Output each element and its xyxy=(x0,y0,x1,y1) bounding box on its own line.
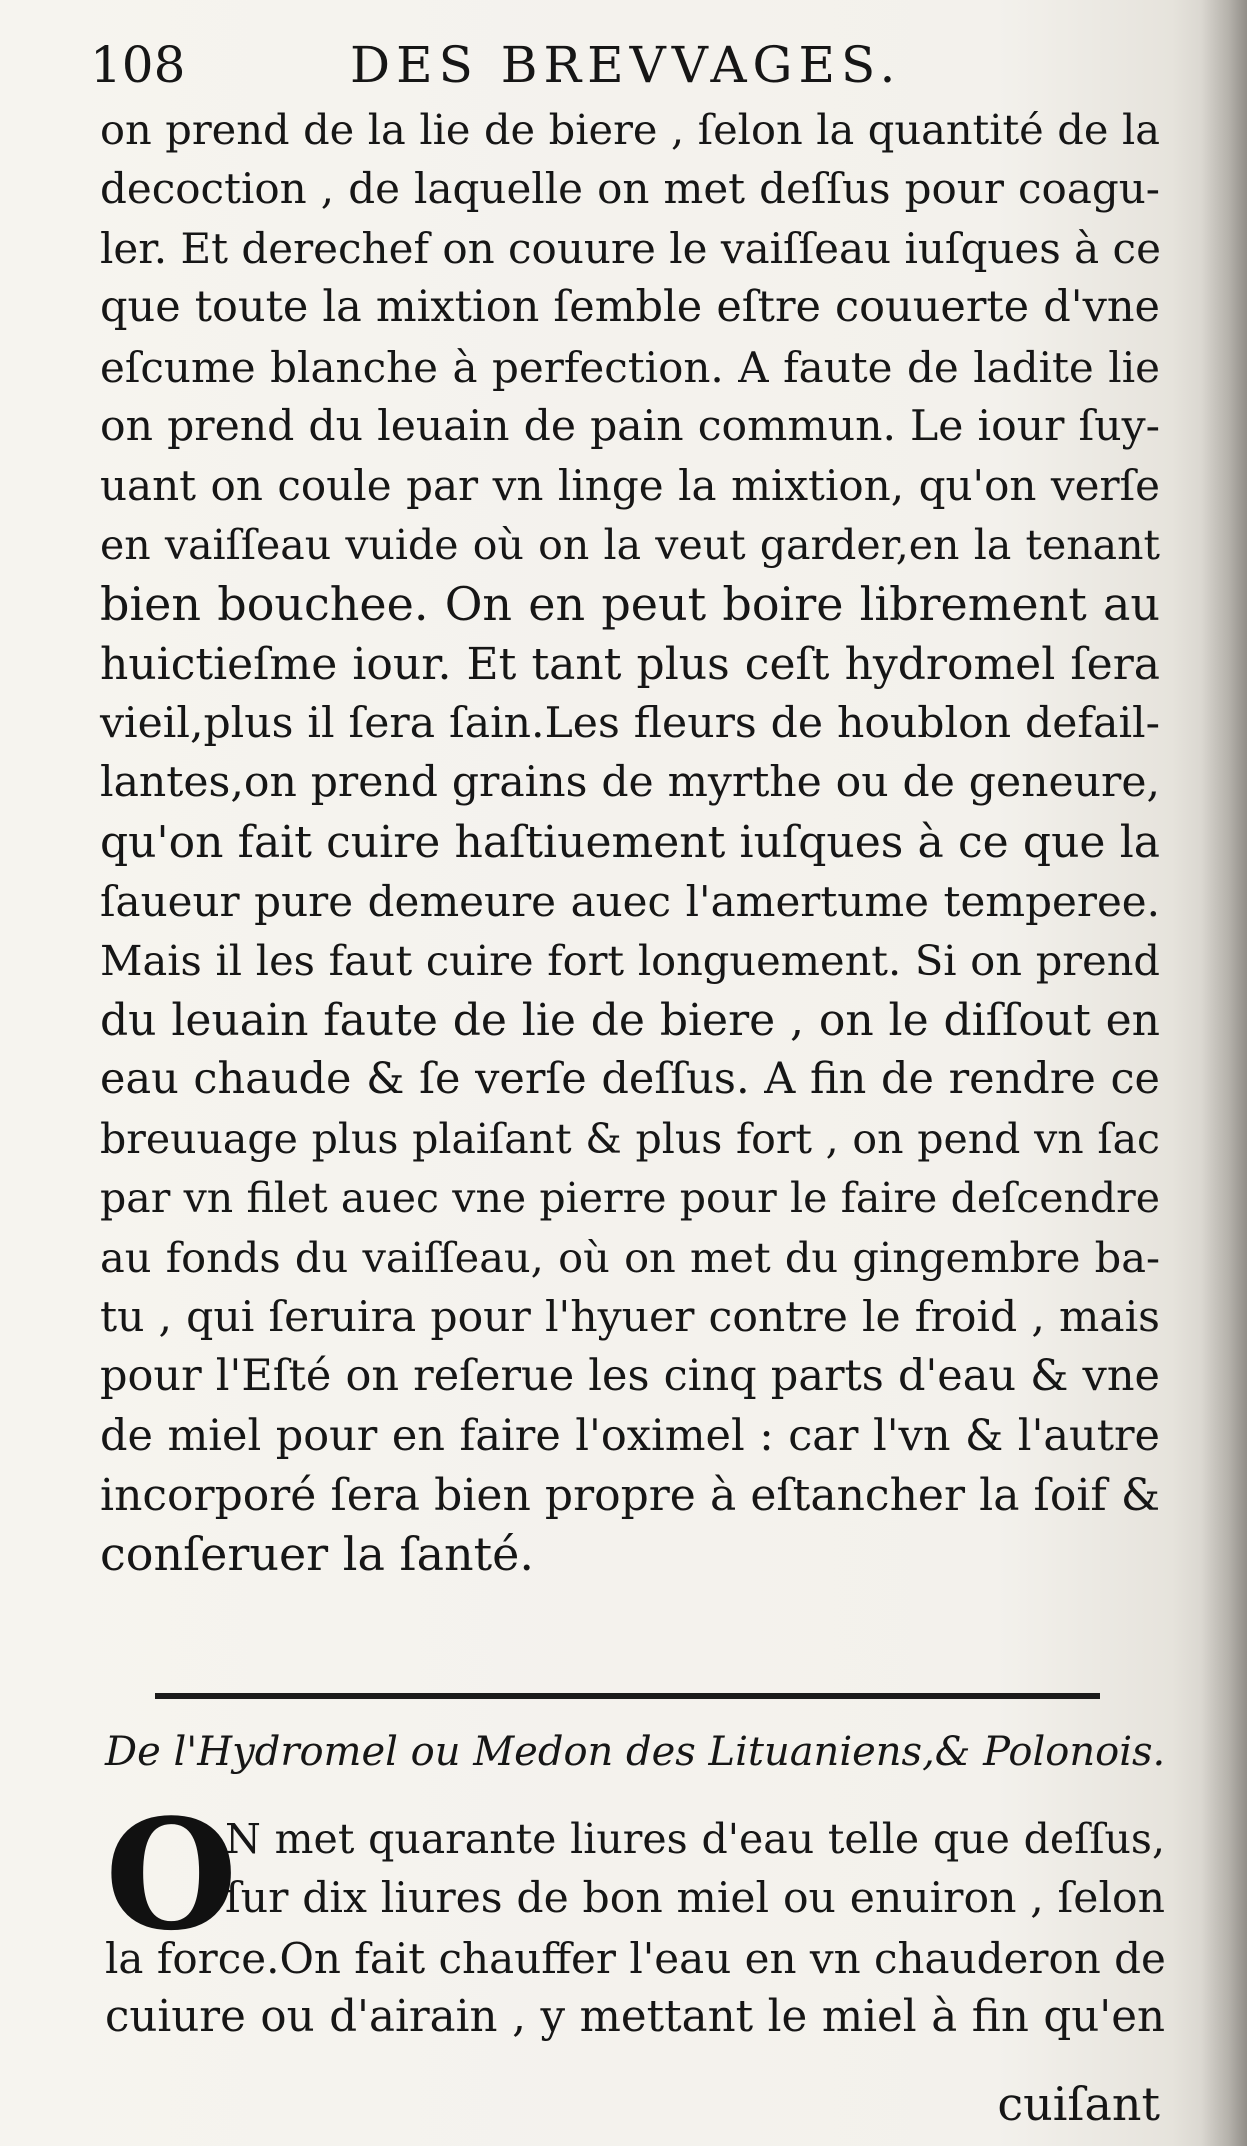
text-line: Mais il les faut cuire fort longuement. Si on prend xyxy=(100,936,1160,986)
text-line: ſur dix liures de bon miel ou enuiron , ſelon xyxy=(225,1874,1165,1924)
text-line: cuiure ou d'airain , y mettant le miel à fin qu'en xyxy=(105,1992,1165,2043)
text-line: pour l'Eſté on reſerue les cinq parts d'eau & vne xyxy=(100,1351,1160,1402)
text-line: lantes,on prend grains de myrthe ou de geneure, xyxy=(100,758,1160,808)
running-title: DES BREVVAGES. xyxy=(350,36,902,94)
text-line: qu'on fait cuire haſtiuement iuſques à ce que la xyxy=(100,816,1160,868)
text-line: eſcume blanche à perfection. A faute de ladite lie xyxy=(100,342,1160,392)
page-gutter-shadow xyxy=(1201,0,1247,2146)
text-line: breuuage plus plaiſant & plus fort , on pend vn ſac xyxy=(100,1114,1160,1163)
text-line: la force.On fait chauffer l'eau en vn chauderon de xyxy=(105,1933,1166,1983)
text-line: huictieſme iour. Et tant plus ceſt hydromel ſera xyxy=(100,638,1160,690)
drop-cap-initial: O xyxy=(105,1785,238,1964)
text-line: N met quarante liures d'eau telle que deſſus, xyxy=(225,1815,1165,1863)
text-line: decoction , de laquelle on met deſſus pour coagu- xyxy=(100,164,1160,214)
text-line: ler. Et derechef on couure le vaiſſeau iuſques à ce xyxy=(100,223,1161,273)
text-line: par vn filet auec vne pierre pour le faire deſcendre xyxy=(100,1174,1160,1223)
text-line: incorporé ſera bien propre à eſtancher la ſoif & xyxy=(100,1469,1160,1521)
text-line: vieil,plus il ſera ſain.Les fleurs de houblon defail- xyxy=(100,698,1160,748)
text-line: au fonds du vaiſſeau, où on met du gingembre ba- xyxy=(100,1233,1160,1283)
text-line: bien bouchee. On en peut boire librement au xyxy=(100,577,1160,632)
text-line: ſaueur pure demeure auec l'amertume temperee. xyxy=(100,877,1160,927)
text-line: en vaiſſeau vuide où on la veut garder,en la tenant xyxy=(100,520,1160,569)
section-divider-rule xyxy=(155,1693,1100,1699)
running-head xyxy=(90,30,1170,100)
text-line: on prend du leuain de pain commun. Le iour ſuy- xyxy=(100,401,1160,451)
page-number: 108 xyxy=(90,36,186,94)
catchword: cuiſant xyxy=(997,2077,1160,2131)
text-line: tu , qui ſeruira pour l'hyuer contre le froid , mais xyxy=(100,1292,1160,1342)
text-line: que toute la mixtion ſemble eſtre couuerte d'vne xyxy=(100,282,1160,333)
text-line: conſeruer la ſanté. xyxy=(100,1527,534,1582)
text-line: du leuain faute de lie de biere , on le diſſout en xyxy=(100,994,1160,1046)
text-line: eau chaude & ſe verſe deſſus. A fin de rendre ce xyxy=(100,1054,1160,1105)
paragraph-1 xyxy=(100,100,1160,1585)
text-line: de miel pour en faire l'oximel : car l'vn & l'autre xyxy=(100,1410,1160,1461)
text-line: uant on coule par vn linge la mixtion, qu'on verſe xyxy=(100,461,1160,511)
text-line: on prend de la lie de biere , ſelon la quantité de la xyxy=(100,105,1160,154)
section-heading: De l'Hydromel ou Medon des Lituaniens,& Polonois. xyxy=(105,1729,1166,1775)
